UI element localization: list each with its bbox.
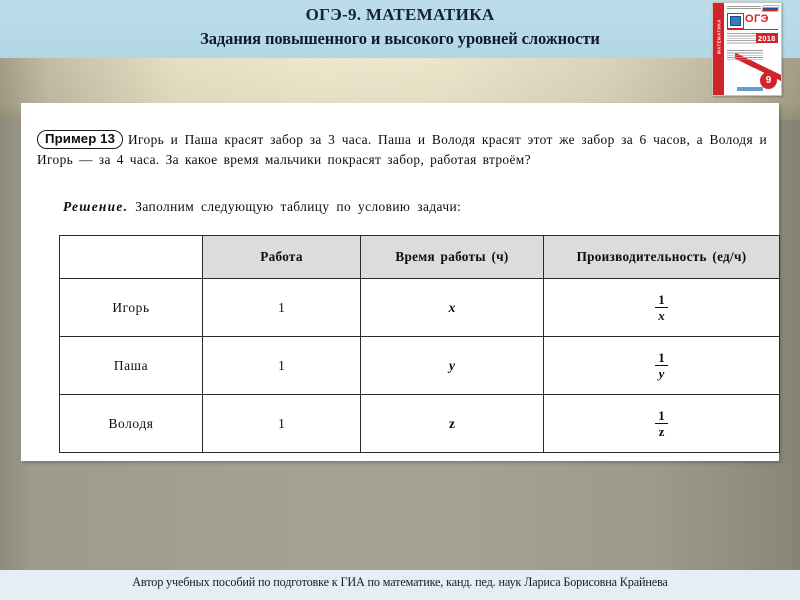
footer-author-credit: Автор учебных пособий по подготовке к ГИА по математике, канд. пед. наук Лариса Борисовна Крайнева [132, 575, 668, 589]
fraction [655, 293, 668, 322]
fraction [655, 351, 668, 380]
table-header [60, 236, 780, 279]
page-title: ОГЭ-9. МАТЕМАТИКА [305, 5, 495, 24]
solution-intro-line [63, 199, 461, 215]
cell-name: Игорь [60, 279, 203, 337]
cell-time [361, 279, 544, 337]
table-header-row [60, 236, 780, 279]
solution-label: Решение. [63, 199, 129, 214]
column-header-work: Работа [203, 236, 361, 279]
book-spine [713, 3, 724, 95]
book-logo-icon [727, 13, 744, 29]
table-body [60, 279, 780, 453]
book-description-lines [727, 50, 763, 60]
cell-name: Паша [60, 337, 203, 395]
book-grade-badge: 9 [760, 72, 777, 89]
flag-icon [761, 5, 779, 12]
book-logo-text: ОГЭ [745, 13, 769, 25]
book-logo-inner-shape [730, 16, 741, 26]
problem-text: Игорь и Паша красят забор за 3 часа. Паша и Володя красят этот же забор за 6 часов, а Володя и Игорь — за 4 часа. За какое время мальчики покрасят забор, работая втроём? [37, 132, 767, 167]
book-subtitle-lines [727, 33, 757, 44]
solution-text: Заполним следующую таблицу по условию задачи: [135, 199, 462, 214]
cell-time-value: x [448, 299, 456, 315]
cell-time-value: z [449, 415, 455, 431]
fraction-denominator: z [658, 424, 665, 439]
book-red-divider [727, 29, 778, 30]
fraction-numerator: 1 [655, 293, 668, 308]
problem-statement-block [37, 117, 767, 183]
example-number-badge: Пример 13 [37, 130, 123, 149]
table-row [60, 279, 780, 337]
cell-time [361, 337, 544, 395]
cell-work: 1 [203, 395, 361, 453]
column-header-time: Время работы (ч) [361, 236, 544, 279]
fraction-denominator: y [658, 366, 665, 381]
cell-rate [544, 395, 780, 453]
fraction [655, 409, 668, 438]
book-spine-label: МАТЕМАТИКА [716, 19, 722, 54]
table-row [60, 395, 780, 453]
content-card [21, 103, 779, 461]
fraction-numerator: 1 [655, 351, 668, 366]
problem-paragraph [37, 130, 767, 169]
cell-name: Володя [60, 395, 203, 453]
work-table-wrapper [59, 235, 767, 453]
cell-work: 1 [203, 337, 361, 395]
column-header-rate: Производительность (ед/ч) [544, 236, 780, 279]
cell-rate [544, 337, 780, 395]
book-front-face [724, 3, 781, 95]
cell-time [361, 395, 544, 453]
book-cover-image [712, 2, 782, 96]
book-top-text-lines [727, 6, 761, 10]
book-year-badge: 2018 [756, 33, 779, 43]
cell-rate [544, 279, 780, 337]
column-header-blank [60, 236, 203, 279]
cell-work: 1 [203, 279, 361, 337]
header-title-block [0, 4, 800, 50]
work-table [59, 235, 780, 453]
book-footer-bar [737, 87, 763, 91]
page-subtitle: Задания повышенного и высокого уровней сложности [200, 29, 600, 48]
table-row [60, 337, 780, 395]
fraction-numerator: 1 [655, 409, 668, 424]
fraction-denominator: x [658, 308, 665, 323]
cell-time-value: y [449, 357, 455, 373]
